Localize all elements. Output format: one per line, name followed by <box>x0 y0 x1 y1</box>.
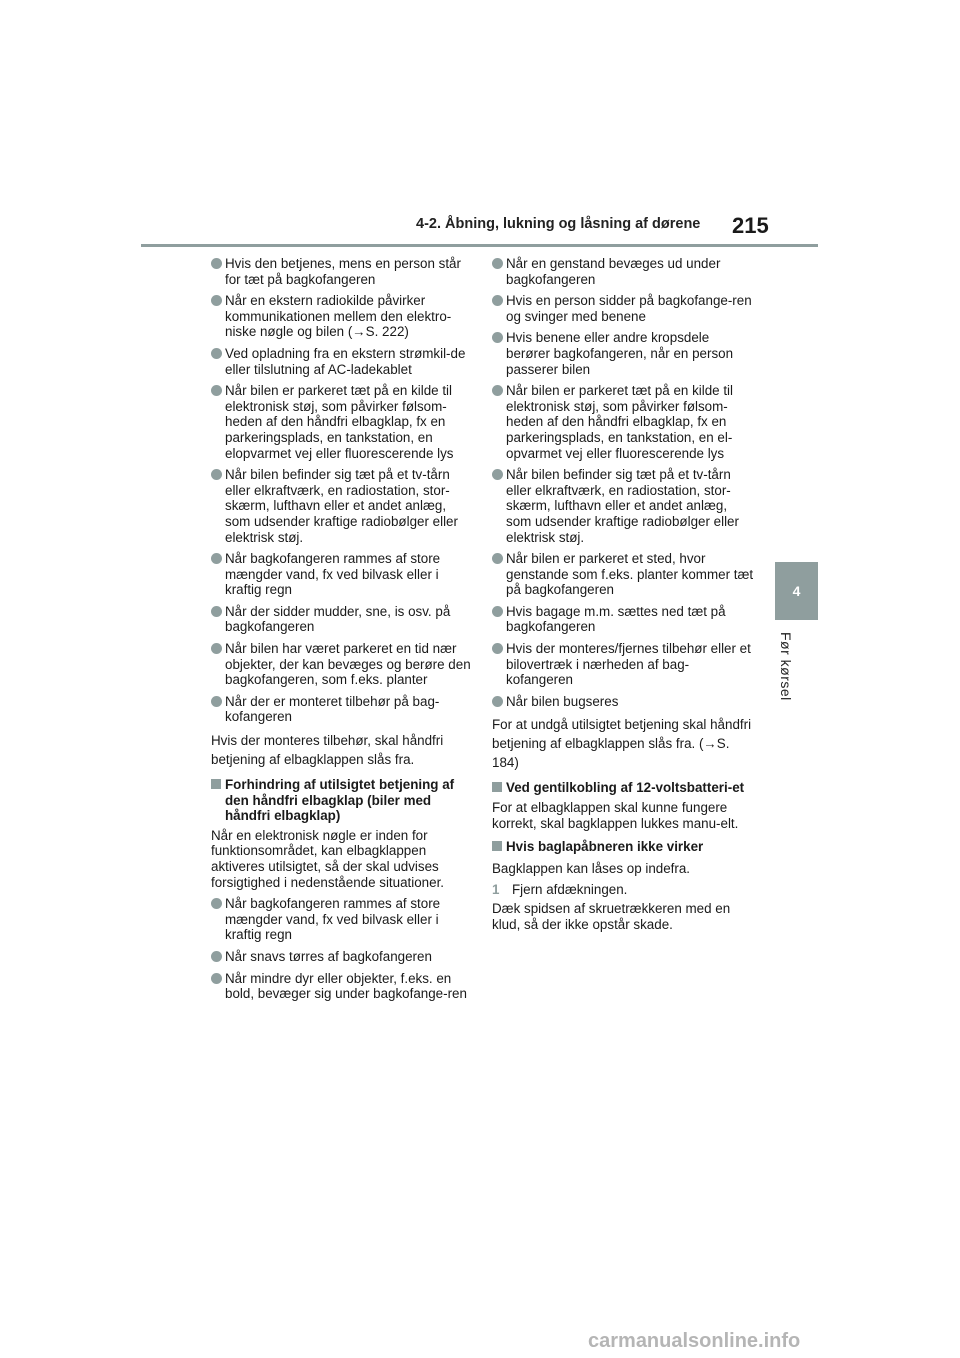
section-heading-text: Ved gentilkobling af 12-voltsbatteri-et <box>506 780 745 796</box>
bullet-text: Når bilen har været parkeret en tid nær objekter, der kan bevæges og berøre den bagkofangeren, som f.eks. planter <box>225 641 471 688</box>
bullet-item <box>492 551 754 598</box>
right-column <box>492 256 754 939</box>
section-heading <box>211 777 473 824</box>
header-divider <box>141 244 818 247</box>
bullet-item <box>211 896 473 943</box>
bullet-item <box>211 971 473 1002</box>
watermark: carmanualsonline.info <box>588 1330 801 1352</box>
bullet-dot-icon <box>492 258 503 269</box>
bullet-dot-icon <box>211 898 222 909</box>
bullet-item <box>211 641 473 688</box>
bullet-text: Når snavs tørres af bagkofangeren <box>225 948 432 964</box>
bullet-text: Når bilen befinder sig tæt på et tv-tårn eller elkraftværk, en radiostation, stor-skærm, lufthavn eller et andet anlæg, som udsender kraftige radiobølger eller elektrisk støj. <box>506 467 739 545</box>
bullet-dot-icon <box>492 643 503 654</box>
bullet-text: Hvis bagage m.m. sættes ned tæt på bagkofangeren <box>506 603 726 635</box>
bullet-text: Når der er monteret tilbehør på bag-kofangeren <box>225 693 440 725</box>
bullet-text: Hvis der monteres/fjernes tilbehør eller et bilovertræk i nærheden af bag-kofangeren <box>506 641 751 688</box>
bullet-item <box>211 383 473 461</box>
bullet-dot-icon <box>211 951 222 962</box>
page-number: 215 <box>732 213 769 238</box>
bullet-dot-icon <box>211 385 222 396</box>
bullet-item <box>211 604 473 635</box>
paragraph: Dæk spidsen af skruetrækkeren med en klud, så der ikke opstår skade. <box>492 901 731 932</box>
bullet-dot-icon <box>211 469 222 480</box>
bullet-item <box>492 330 754 377</box>
section-heading-text: Forhindring af utilsigtet betjening af den håndfri elbagklap (biler med håndfri elbagklap) <box>225 777 455 824</box>
bullet-text: Når en ekstern radiokilde påvirker kommunikationen mellem den elektro-niske nøgle og bilen (→S. 222) <box>225 293 452 340</box>
bullet-item <box>492 256 754 287</box>
paragraph: For at elbagklappen skal kunne fungere korrekt, skal bagklappen lukkes manu-elt. <box>492 800 739 831</box>
bullet-item <box>492 604 754 635</box>
bullet-item <box>211 256 473 287</box>
bullet-text: Når der sidder mudder, sne, is osv. på bagkofangeren <box>225 603 451 635</box>
bullet-dot-icon <box>211 606 222 617</box>
bullet-dot-icon <box>492 332 503 343</box>
bullet-dot-icon <box>211 295 222 306</box>
bullet-dot-icon <box>492 606 503 617</box>
bullet-item <box>211 949 473 965</box>
bullet-text: Når mindre dyr eller objekter, f.eks. en bold, bevæger sig under bagkofange-ren <box>225 970 467 1002</box>
bullet-text: Hvis den betjenes, mens en person står for tæt på bagkofangeren <box>225 256 461 287</box>
bullet-dot-icon <box>211 696 222 707</box>
bullet-item <box>492 467 754 545</box>
step-text: Fjern afdækningen. <box>512 881 628 897</box>
paragraph: Når en elektronisk nøgle er inden for funktionsområdet, kan elbagklappen aktiveres utilsigtet, så der skal udvises forsigtighed i nedenstående situationer. <box>211 827 445 890</box>
bullet-text: Når bilen er parkeret tæt på en kilde til elektronisk støj, som påvirker følsom-heden af den håndfri elbagklap, fx en parkeringsplads, en tankstation, en elopvarmet vej eller fluorescerende lys <box>225 383 454 461</box>
bullet-item <box>211 551 473 598</box>
bullet-text: Når bilen bugseres <box>506 693 619 709</box>
left-column <box>211 256 473 1008</box>
bullet-dot-icon <box>211 258 222 269</box>
bullet-dot-icon <box>211 553 222 564</box>
bullet-text: Når bilen er parkeret et sted, hvor genstande som f.eks. planter kommer tæt på bagkofangeren <box>506 551 754 598</box>
step-item <box>492 882 754 898</box>
bullet-text: Når bilen befinder sig tæt på et tv-tårn eller elkraftværk, en radiostation, stor-skærm, lufthavn eller et andet anlæg, som udsender kraftige radiobølger eller elektrisk støj. <box>225 467 458 545</box>
bullet-dot-icon <box>492 469 503 480</box>
paragraph: For at undgå utilsigtet betjening skal håndfri betjening af elbagklappen slås fra. (→S. 184) <box>492 717 752 771</box>
bullet-text: Når bagkofangeren rammes af store mængder vand, fx ved bilvask eller i kraftig regn <box>225 896 441 943</box>
bullet-item <box>492 641 754 688</box>
section-heading <box>492 839 754 855</box>
bullet-text: Ved opladning fra en ekstern strømkil-de eller tilslutning af AC-ladekablet <box>225 345 466 377</box>
bullet-dot-icon <box>211 348 222 359</box>
chapter-title: 4-2. Åbning, lukning og låsning af dørene <box>416 216 701 232</box>
bullet-item <box>211 694 473 725</box>
bullet-item <box>492 383 754 461</box>
bullet-text: Hvis benene eller andre kropsdele berører bagkofangeren, når en person passerer bilen <box>506 330 734 377</box>
bullet-item <box>492 293 754 324</box>
chapter-tab: 4 <box>775 562 818 620</box>
paragraph: Bagklappen kan låses op indefra. <box>492 860 691 876</box>
bullet-item <box>211 293 473 340</box>
bullet-dot-icon <box>492 295 503 306</box>
bullet-dot-icon <box>492 696 503 707</box>
bullet-dot-icon <box>211 643 222 654</box>
chapter-side-label: Før kørsel <box>778 632 794 701</box>
bullet-text: Når bilen er parkeret tæt på en kilde til elektronisk støj, som påvirker følsom-heden af den håndfri elbagklap, fx en parkeringsplads, en tankstation, en el-opvarmet vej eller fluorescerende lys <box>506 383 734 461</box>
bullet-text: Hvis en person sidder på bagkofange-ren og svinger med benene <box>506 293 752 324</box>
bullet-text: Når en genstand bevæges ud under bagkofangeren <box>506 256 721 287</box>
paragraph: Hvis der monteres tilbehør, skal håndfri betjening af elbagklappen slås fra. <box>211 733 444 768</box>
bullet-text: Når bagkofangeren rammes af store mængder vand, fx ved bilvask eller i kraftig regn <box>225 551 441 598</box>
section-heading-text: Hvis baglapåbneren ikke virker <box>506 839 704 855</box>
bullet-item <box>211 467 473 545</box>
bullet-item <box>492 694 754 710</box>
bullet-dot-icon <box>492 385 503 396</box>
section-heading <box>492 780 754 796</box>
square-bullet-icon <box>492 782 502 792</box>
step-number: 1 <box>492 881 500 897</box>
square-bullet-icon <box>211 779 221 789</box>
bullet-dot-icon <box>211 973 222 984</box>
bullet-item <box>211 346 473 377</box>
square-bullet-icon <box>492 841 502 851</box>
bullet-dot-icon <box>492 553 503 564</box>
